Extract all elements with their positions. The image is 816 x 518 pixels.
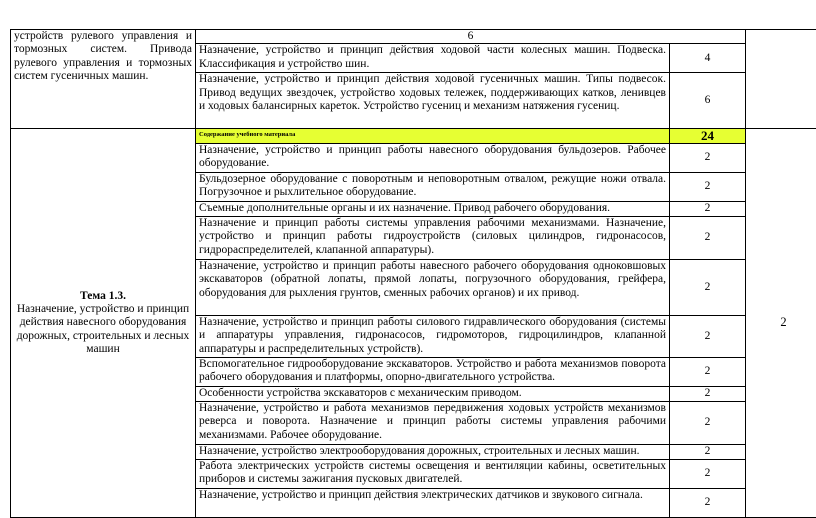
lesson-hours: 2 bbox=[670, 315, 746, 357]
curriculum-table bbox=[10, 29, 816, 518]
lesson-text: Назначение, устройство и принцип действия ходовой гусеничных машин. Типы подвесок. Привод ведущих звездочек, устройство ходовых тележек, поддерживающих катков, ленивцев и ходовых балансирных кареток. Устройство гусениц и механизм натяжения гусениц. bbox=[196, 73, 670, 129]
topic-title: Тема 1.3. bbox=[14, 290, 192, 303]
lesson-text: Назначение, устройство и работа механизмов передвижения ходовых устройств механизмов реверса и поворота. Назначение и принцип работы системы управления рабочими механизмами. Рабочее оборудование. bbox=[196, 401, 670, 444]
content-label: Содержание учебного материала bbox=[196, 129, 670, 143]
lesson-text: Назначение и принцип работы системы управления рабочими механизмами. Назначение, устройство и принцип работы гидроустройств (силовых цилиндров, гидронасосов, гидрораспределителей, клапанной аппаратуры). bbox=[196, 216, 670, 259]
level-cell: 2 bbox=[746, 129, 816, 517]
lesson-hours: 2 bbox=[670, 143, 746, 172]
prev-topic-text: устройств рулевого управления и тормозных систем. Привода рулевого управления и тормозных систем гусеничных машин. bbox=[14, 30, 192, 82]
topic-description: Назначение, устройство и принцип действия навесного оборудования дорожных, строительных и лесных машин bbox=[14, 303, 192, 357]
lesson-hours: 2 bbox=[670, 459, 746, 488]
lesson-text: Назначение, устройство и принцип работы силового гидравлического оборудования (системы и аппаратуры управления, гидронасосов, гидромоторов, гидроцилиндров, клапанной аппаратуры и распределительных устройств). bbox=[196, 315, 670, 357]
lesson-hours: 2 bbox=[670, 259, 746, 315]
lesson-text: Назначение, устройство и принцип работы навесного рабочего оборудования одноковшовых экскаваторов (обратной лопаты, прямой лопаты, погрузочного оборудования, грейфера, оборудования для рыхления грунтов, сменных рабочих органов) и их привод. bbox=[196, 259, 670, 315]
lesson-hours: 2 bbox=[670, 444, 746, 459]
lesson-hours: 2 bbox=[670, 488, 746, 517]
lesson-text: Назначение, устройство и принцип действия электрических датчиков и звукового сигнала. bbox=[196, 488, 670, 517]
topic-cell bbox=[11, 129, 196, 517]
lesson-hours: 4 bbox=[670, 44, 746, 73]
level-cell-prev bbox=[746, 44, 816, 129]
lesson-hours: 2 bbox=[670, 201, 746, 216]
lesson-text: Особенности устройства экскаваторов с механическим приводом. bbox=[196, 386, 670, 401]
lesson-text: Вспомогательное гидрооборудование экскаваторов. Устройство и работа механизмов поворота рабочего оборудования и платформы, опорно-двигательного устройства. bbox=[196, 357, 670, 386]
table-row bbox=[11, 30, 816, 44]
lesson-text: Назначение, устройство и принцип действия ходовой части колесных машин. Подвеска. Классификация и устройство шин. bbox=[196, 44, 670, 73]
lesson-hours: 2 bbox=[670, 386, 746, 401]
table-row bbox=[11, 129, 816, 143]
lesson-hours: 2 bbox=[670, 172, 746, 201]
lesson-hours: 2 bbox=[670, 401, 746, 444]
lesson-hours: 2 bbox=[670, 216, 746, 259]
prev-topic-cell bbox=[11, 30, 196, 129]
lesson-hours: 2 bbox=[670, 357, 746, 386]
lesson-text: Бульдозерное оборудование с поворотным и неповоротным отвалом, режущие ножи отвала. Погрузочное и рыхлительное оборудование. bbox=[196, 172, 670, 201]
content-hours: 24 bbox=[670, 129, 746, 143]
lesson-text: Съемные дополнительные органы и их назначение. Привод рабочего оборудования. bbox=[196, 201, 670, 216]
lesson-text: Назначение, устройство электрооборудования дорожных, строительных и лесных машин. bbox=[196, 444, 670, 459]
lesson-text: Работа электрических устройств системы освещения и вентиляции кабины, осветительных приборов и системы зажигания пусковых двигателей. bbox=[196, 459, 670, 488]
prev-header-hours: 6 bbox=[196, 30, 746, 44]
lesson-hours: 6 bbox=[670, 73, 746, 129]
lesson-text: Назначение, устройство и принцип работы навесного оборудования бульдозеров. Рабочее оборудование. bbox=[196, 143, 670, 172]
level-cell-top bbox=[746, 30, 816, 44]
